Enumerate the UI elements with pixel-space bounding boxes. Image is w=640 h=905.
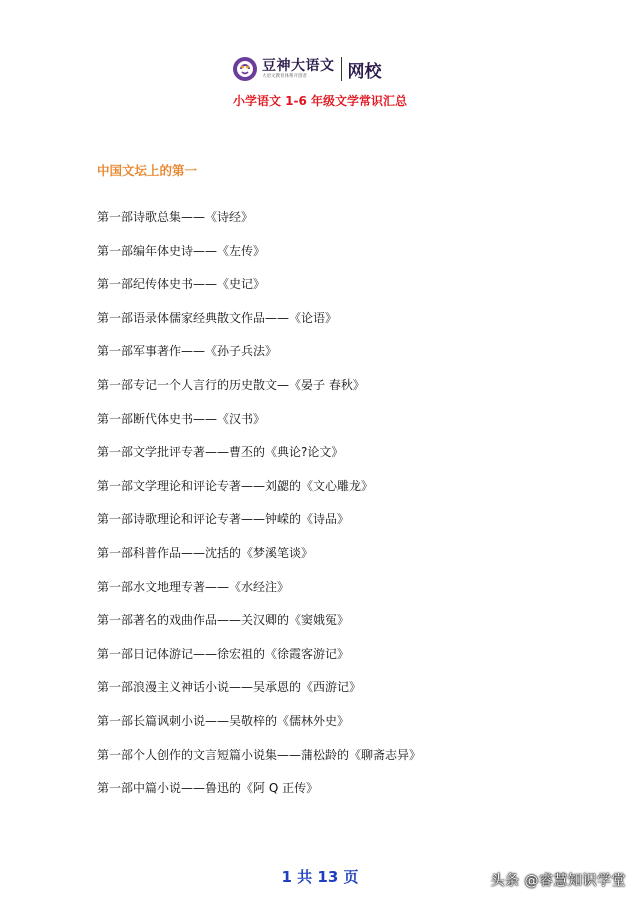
document-title: 小学语文 1-6 年级文学常识汇总 [232,94,408,108]
list-item: 第一部文学理论和评论专著——刘勰的《文心雕龙》 [97,478,374,493]
list-item: 第一部编年体史诗——《左传》 [97,243,266,258]
list-item: 第一部诗歌理论和评论专著——钟嵘的《诗品》 [97,512,350,527]
section-heading: 中国文坛上的第一 [97,163,198,178]
list-item: 第一部文学批评专著——曹丕的《典论?论文》 [97,445,344,460]
list-item: 第一部语录体儒家经典散文作品——《论语》 [97,310,338,325]
list-item: 第一部诗歌总集——《诗经》 [97,210,254,224]
watermark: 头条 @睿慧知识学堂 [490,873,626,889]
list-item: 第一部纪传体史书——《史记》 [97,277,266,292]
page-indicator: 1 共 13 页 [281,868,359,886]
list-item: 第一部日记体游记——徐宏祖的《徐霞客游记》 [97,646,350,661]
logo-text [262,59,335,80]
list-item: 第一部个人创作的文言短篇小说集——蒲松龄的《聊斋志异》 [97,747,422,762]
logo-divider [341,57,342,81]
logo-school: 网校 [347,61,382,82]
brand-logo [232,56,382,82]
brand-mark-icon [232,56,258,82]
list-item: 第一部长篇讽刺小说——吴敬梓的《儒林外史》 [97,713,350,728]
list-item: 第一部水文地理专著——《水经注》 [97,579,290,594]
item-list [97,209,421,814]
list-item: 第一部科普作品——沈括的《梦溪笔谈》 [97,545,314,560]
list-item: 第一部断代体史书——《汉书》 [97,411,266,426]
list-item: 第一部浪漫主义神话小说——吴承恩的《西游记》 [97,680,362,695]
list-item: 第一部著名的戏曲作品——关汉卿的《窦娥冤》 [97,613,350,628]
list-item: 第一部中篇小说——鲁迅的《阿 Q 正传》 [97,781,319,796]
list-item: 第一部专记一个人言行的历史散文—《晏子 春秋》 [97,377,365,392]
header [0,52,640,88]
list-item: 第一部军事著作——《孙子兵法》 [97,344,278,359]
logo-brand: 豆神大语文 [262,57,335,74]
logo-tagline: 大语文教育体系开创者 [262,73,307,79]
